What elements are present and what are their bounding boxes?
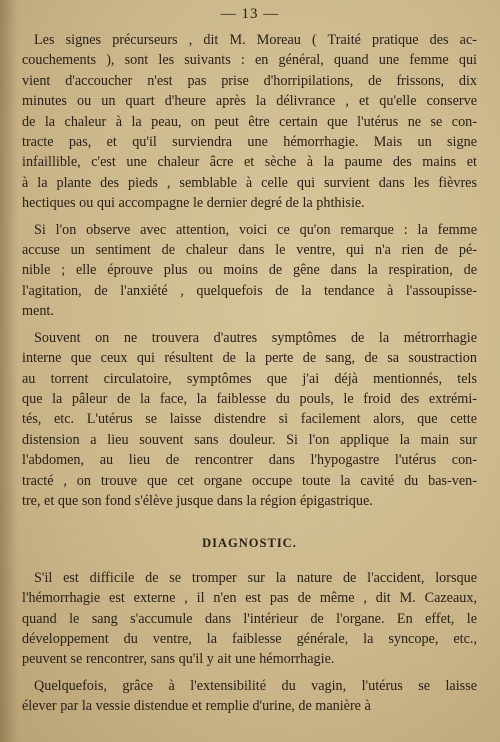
- text-line: de la chaleur à la peau, on peut être certain que l'utérus ne se con-: [22, 113, 477, 130]
- text-line: Si l'on observe avec attention, voici ce qu'on remarque : la femme: [34, 221, 477, 238]
- text-line: l'hémorrhagie est externe , il n'en est pas de même , dit M. Cazeaux,: [22, 590, 477, 607]
- text-line: tracte pas, et qu'il surviendra une hémorrhagie. Mais un signe: [22, 134, 477, 151]
- text-line: nible ; elle éprouve plus ou moins de gêne dans la respiration, de: [22, 262, 477, 279]
- binding-shadow: [0, 0, 18, 742]
- paragraph: [22, 568, 477, 670]
- text-line: couchements ), sont les suivants : en général, quand une femme qui: [22, 52, 477, 69]
- text-line: développement du ventre, la faiblesse générale, la syncope, etc.,: [22, 630, 477, 647]
- text-line: tracté , on trouve que cet organe occupe toute la cavité du bas-ven-: [22, 472, 477, 489]
- paragraph: [22, 220, 477, 322]
- text-line: vient d'accoucher n'est pas prise d'horripilations, de frissons, dix: [22, 72, 477, 89]
- text-line: minutes ou un quart d'heure après la délivrance , et qu'elle conserve: [22, 93, 477, 110]
- text-section-2: [22, 568, 477, 717]
- paragraph: [22, 676, 477, 717]
- text-line: tés, etc. L'utérus se laisse distendre si facilement alors, que cette: [22, 411, 477, 428]
- page-number: — 13 —: [220, 6, 280, 22]
- text-line: élever par la vessie distendue et remplie d'urine, de manière à: [22, 698, 371, 715]
- text-line: Les signes précurseurs , dit M. Moreau ( Traité pratique des ac-: [34, 32, 477, 48]
- text-line: l'agitation, de l'anxiété , quelquefois de la tendance à l'assoupisse-: [22, 282, 477, 299]
- text-line: à la plante des pieds , semblable à celle qui survient dans les fièvres: [22, 174, 477, 191]
- text-line: Quelquefois, grâce à l'extensibilité du vagin, l'utérus se laisse: [34, 677, 477, 694]
- text-line: ment.: [22, 303, 54, 320]
- text-line: tre, et que son fond s'élève jusque dans la région épigastrique.: [22, 492, 373, 509]
- paragraph: [22, 328, 477, 512]
- page-body: [22, 30, 477, 723]
- text-line: Souvent on ne trouvera d'autres symptômes de la métrorrhagie: [34, 329, 477, 346]
- text-line: accuse un sentiment de chaleur dans le ventre, qui n'a rien de pé-: [22, 242, 477, 259]
- text-line: S'il est difficile de se tromper sur la nature de l'accident, lorsque: [34, 569, 477, 586]
- text-line: l'abdomen, au lieu de rencontrer dans l'hypogastre l'utérus con-: [22, 452, 477, 469]
- text-line: que la pâleur de la face, la faiblesse du pouls, le froid des extrémi-: [22, 390, 477, 407]
- text-line: au torrent circulatoire, symptômes que j'ai déjà mentionnés, tels: [22, 370, 477, 387]
- text-line: hectiques ou qui accompagne le dernier degré de la phthisie.: [22, 195, 365, 212]
- paragraph: [22, 30, 477, 214]
- text-line: distension a lieu souvent sans douleur. Si l'on applique la main sur: [22, 431, 477, 448]
- section-heading: DIAGNOSTIC.: [202, 536, 297, 551]
- text-line: interne que ceux qui résultent de la perte de sang, de sa soustraction: [22, 350, 477, 367]
- text-line: quand le sang s'accumule dans l'intérieur de l'organe. En effet, le: [22, 610, 477, 627]
- text-line: peuvent se rencontrer, sans qu'il y ait une hémorrhagie.: [22, 651, 335, 668]
- text-line: infaillible, c'est une chaleur âcre et sèche à la paume des mains et: [22, 154, 477, 171]
- text-section-1: [22, 30, 477, 511]
